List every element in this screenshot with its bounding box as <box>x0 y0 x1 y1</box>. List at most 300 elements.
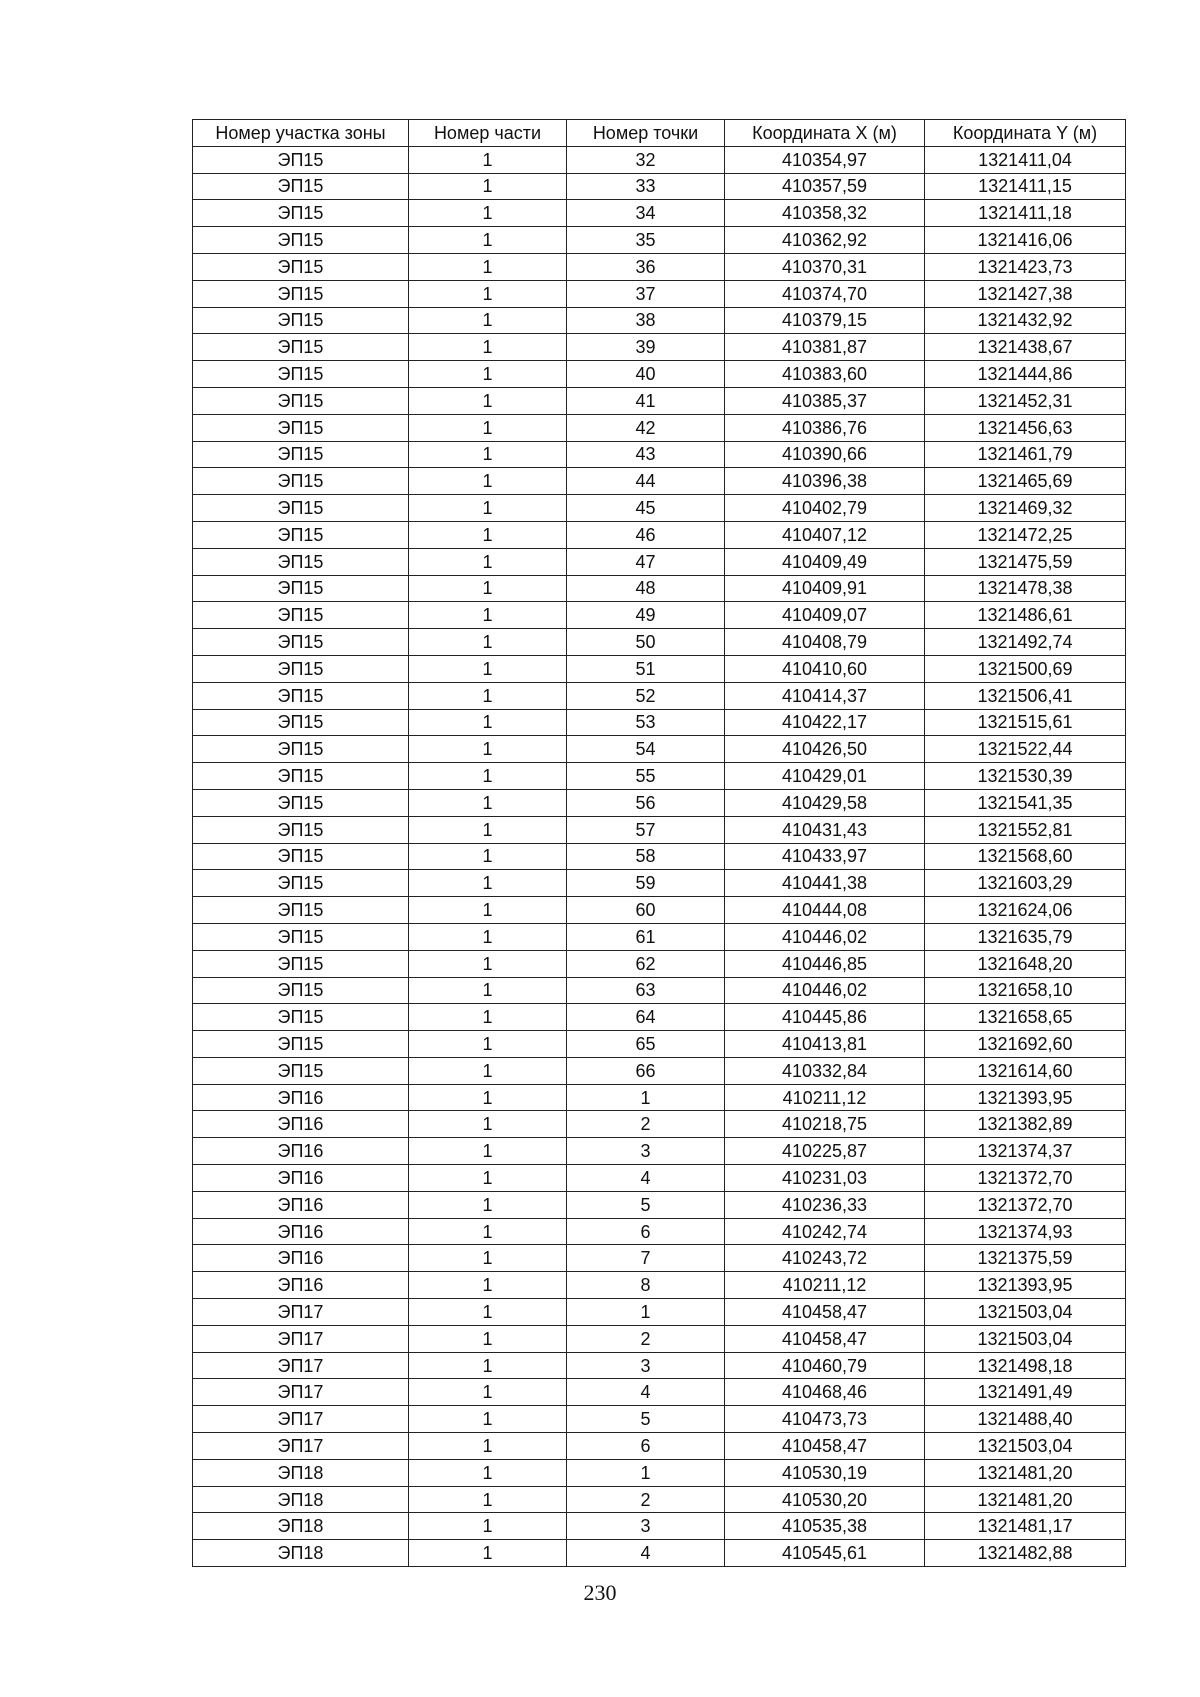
table-row <box>193 897 1126 924</box>
cell-zone-section: ЭП15 <box>193 736 409 763</box>
cell-zone-section: ЭП15 <box>193 253 409 280</box>
cell-coordinate-y: 1321374,37 <box>925 1138 1126 1165</box>
table-row <box>193 575 1126 602</box>
cell-point-number: 44 <box>567 468 725 495</box>
cell-point-number: 43 <box>567 441 725 468</box>
cell-coordinate-x: 410458,47 <box>725 1299 925 1326</box>
cell-zone-section: ЭП15 <box>193 387 409 414</box>
cell-coordinate-x: 410225,87 <box>725 1138 925 1165</box>
cell-zone-section: ЭП15 <box>193 468 409 495</box>
table-row <box>193 682 1126 709</box>
cell-part-number: 1 <box>409 816 567 843</box>
cell-coordinate-x: 410396,38 <box>725 468 925 495</box>
cell-point-number: 50 <box>567 629 725 656</box>
cell-coordinate-x: 410408,79 <box>725 629 925 656</box>
cell-coordinate-y: 1321393,95 <box>925 1272 1126 1299</box>
cell-zone-section: ЭП18 <box>193 1513 409 1540</box>
cell-point-number: 3 <box>567 1513 725 1540</box>
cell-point-number: 63 <box>567 977 725 1004</box>
cell-coordinate-y: 1321614,60 <box>925 1057 1126 1084</box>
cell-coordinate-y: 1321372,70 <box>925 1191 1126 1218</box>
cell-part-number: 1 <box>409 736 567 763</box>
page-number: 230 <box>583 1580 617 1605</box>
table-row <box>193 1218 1126 1245</box>
cell-coordinate-y: 1321486,61 <box>925 602 1126 629</box>
cell-part-number: 1 <box>409 521 567 548</box>
cell-zone-section: ЭП15 <box>193 709 409 736</box>
cell-coordinate-y: 1321438,67 <box>925 334 1126 361</box>
cell-coordinate-x: 410429,01 <box>725 763 925 790</box>
cell-part-number: 1 <box>409 1084 567 1111</box>
table-row <box>193 1459 1126 1486</box>
cell-part-number: 1 <box>409 307 567 334</box>
cell-coordinate-x: 410446,02 <box>725 923 925 950</box>
header-zone-section: Номер участка зоны <box>193 120 409 147</box>
cell-coordinate-x: 410468,46 <box>725 1379 925 1406</box>
cell-coordinate-y: 1321456,63 <box>925 414 1126 441</box>
cell-zone-section: ЭП17 <box>193 1379 409 1406</box>
cell-zone-section: ЭП15 <box>193 1004 409 1031</box>
table-row <box>193 709 1126 736</box>
cell-zone-section: ЭП15 <box>193 789 409 816</box>
table-row <box>193 307 1126 334</box>
cell-part-number: 1 <box>409 682 567 709</box>
table-row <box>193 1406 1126 1433</box>
table-row <box>193 280 1126 307</box>
cell-coordinate-y: 1321530,39 <box>925 763 1126 790</box>
cell-part-number: 1 <box>409 709 567 736</box>
cell-point-number: 5 <box>567 1406 725 1433</box>
cell-coordinate-y: 1321469,32 <box>925 495 1126 522</box>
table-row <box>193 548 1126 575</box>
cell-part-number: 1 <box>409 1004 567 1031</box>
cell-point-number: 41 <box>567 387 725 414</box>
cell-coordinate-x: 410218,75 <box>725 1111 925 1138</box>
cell-part-number: 1 <box>409 146 567 173</box>
cell-coordinate-x: 410211,12 <box>725 1084 925 1111</box>
header-coordinate-x: Координата X (м) <box>725 120 925 147</box>
cell-point-number: 53 <box>567 709 725 736</box>
table-row <box>193 923 1126 950</box>
cell-coordinate-x: 410431,43 <box>725 816 925 843</box>
cell-coordinate-y: 1321427,38 <box>925 280 1126 307</box>
cell-coordinate-y: 1321515,61 <box>925 709 1126 736</box>
cell-coordinate-x: 410530,19 <box>725 1459 925 1486</box>
cell-zone-section: ЭП16 <box>193 1245 409 1272</box>
cell-coordinate-y: 1321482,88 <box>925 1540 1126 1567</box>
cell-zone-section: ЭП15 <box>193 682 409 709</box>
table-row <box>193 361 1126 388</box>
cell-zone-section: ЭП15 <box>193 602 409 629</box>
cell-zone-section: ЭП17 <box>193 1406 409 1433</box>
cell-part-number: 1 <box>409 789 567 816</box>
table-row <box>193 789 1126 816</box>
cell-point-number: 47 <box>567 548 725 575</box>
cell-coordinate-x: 410379,15 <box>725 307 925 334</box>
cell-coordinate-x: 410446,02 <box>725 977 925 1004</box>
cell-coordinate-y: 1321503,04 <box>925 1325 1126 1352</box>
cell-coordinate-y: 1321375,59 <box>925 1245 1126 1272</box>
cell-point-number: 5 <box>567 1191 725 1218</box>
table-row <box>193 816 1126 843</box>
cell-point-number: 55 <box>567 763 725 790</box>
cell-zone-section: ЭП15 <box>193 548 409 575</box>
cell-coordinate-y: 1321500,69 <box>925 655 1126 682</box>
cell-zone-section: ЭП15 <box>193 655 409 682</box>
cell-coordinate-x: 410441,38 <box>725 870 925 897</box>
cell-coordinate-y: 1321503,04 <box>925 1299 1126 1326</box>
cell-point-number: 54 <box>567 736 725 763</box>
cell-zone-section: ЭП15 <box>193 950 409 977</box>
table-row <box>193 495 1126 522</box>
cell-coordinate-y: 1321423,73 <box>925 253 1126 280</box>
cell-coordinate-x: 410458,47 <box>725 1325 925 1352</box>
cell-point-number: 2 <box>567 1325 725 1352</box>
cell-coordinate-y: 1321635,79 <box>925 923 1126 950</box>
table-row <box>193 200 1126 227</box>
cell-coordinate-x: 410357,59 <box>725 173 925 200</box>
cell-coordinate-x: 410409,91 <box>725 575 925 602</box>
cell-part-number: 1 <box>409 1325 567 1352</box>
cell-zone-section: ЭП15 <box>193 897 409 924</box>
cell-coordinate-x: 410445,86 <box>725 1004 925 1031</box>
cell-coordinate-y: 1321452,31 <box>925 387 1126 414</box>
cell-point-number: 1 <box>567 1459 725 1486</box>
table-row <box>193 521 1126 548</box>
cell-part-number: 1 <box>409 1459 567 1486</box>
cell-point-number: 52 <box>567 682 725 709</box>
cell-zone-section: ЭП15 <box>193 1057 409 1084</box>
cell-point-number: 38 <box>567 307 725 334</box>
cell-point-number: 3 <box>567 1138 725 1165</box>
cell-zone-section: ЭП16 <box>193 1165 409 1192</box>
cell-coordinate-y: 1321411,15 <box>925 173 1126 200</box>
table-row <box>193 227 1126 254</box>
cell-coordinate-x: 410381,87 <box>725 334 925 361</box>
cell-point-number: 62 <box>567 950 725 977</box>
cell-coordinate-y: 1321648,20 <box>925 950 1126 977</box>
cell-coordinate-y: 1321568,60 <box>925 843 1126 870</box>
cell-part-number: 1 <box>409 334 567 361</box>
table-row <box>193 1004 1126 1031</box>
table-row <box>193 1272 1126 1299</box>
cell-coordinate-x: 410473,73 <box>725 1406 925 1433</box>
cell-coordinate-x: 410409,07 <box>725 602 925 629</box>
cell-coordinate-y: 1321503,04 <box>925 1433 1126 1460</box>
cell-point-number: 8 <box>567 1272 725 1299</box>
cell-zone-section: ЭП15 <box>193 361 409 388</box>
cell-part-number: 1 <box>409 468 567 495</box>
cell-coordinate-y: 1321372,70 <box>925 1165 1126 1192</box>
cell-coordinate-y: 1321498,18 <box>925 1352 1126 1379</box>
cell-point-number: 46 <box>567 521 725 548</box>
cell-zone-section: ЭП17 <box>193 1299 409 1326</box>
cell-part-number: 1 <box>409 441 567 468</box>
cell-coordinate-y: 1321382,89 <box>925 1111 1126 1138</box>
table-row <box>193 173 1126 200</box>
cell-coordinate-y: 1321461,79 <box>925 441 1126 468</box>
header-part-number: Номер части <box>409 120 567 147</box>
table-row <box>193 414 1126 441</box>
cell-coordinate-x: 410385,37 <box>725 387 925 414</box>
table-row <box>193 1513 1126 1540</box>
cell-point-number: 4 <box>567 1379 725 1406</box>
table-row <box>193 950 1126 977</box>
table-row <box>193 1057 1126 1084</box>
cell-coordinate-y: 1321522,44 <box>925 736 1126 763</box>
cell-point-number: 34 <box>567 200 725 227</box>
table-row <box>193 1540 1126 1567</box>
cell-coordinate-y: 1321692,60 <box>925 1031 1126 1058</box>
cell-point-number: 42 <box>567 414 725 441</box>
cell-coordinate-x: 410386,76 <box>725 414 925 441</box>
cell-point-number: 33 <box>567 173 725 200</box>
cell-coordinate-x: 410370,31 <box>725 253 925 280</box>
table-row <box>193 1138 1126 1165</box>
cell-point-number: 64 <box>567 1004 725 1031</box>
cell-coordinate-x: 410242,74 <box>725 1218 925 1245</box>
cell-point-number: 56 <box>567 789 725 816</box>
table-row <box>193 387 1126 414</box>
cell-point-number: 66 <box>567 1057 725 1084</box>
table-row <box>193 870 1126 897</box>
cell-coordinate-y: 1321624,06 <box>925 897 1126 924</box>
table-row <box>193 468 1126 495</box>
table-row <box>193 1352 1126 1379</box>
cell-zone-section: ЭП17 <box>193 1325 409 1352</box>
cell-zone-section: ЭП16 <box>193 1272 409 1299</box>
cell-coordinate-x: 410409,49 <box>725 548 925 575</box>
cell-part-number: 1 <box>409 361 567 388</box>
cell-point-number: 51 <box>567 655 725 682</box>
cell-zone-section: ЭП15 <box>193 977 409 1004</box>
cell-point-number: 4 <box>567 1540 725 1567</box>
table-row <box>193 146 1126 173</box>
table-row <box>193 1433 1126 1460</box>
cell-zone-section: ЭП15 <box>193 441 409 468</box>
table-row <box>193 1031 1126 1058</box>
cell-part-number: 1 <box>409 1057 567 1084</box>
cell-part-number: 1 <box>409 602 567 629</box>
table-row <box>193 736 1126 763</box>
cell-zone-section: ЭП16 <box>193 1138 409 1165</box>
cell-point-number: 1 <box>567 1299 725 1326</box>
cell-part-number: 1 <box>409 173 567 200</box>
cell-point-number: 49 <box>567 602 725 629</box>
cell-point-number: 6 <box>567 1433 725 1460</box>
cell-part-number: 1 <box>409 200 567 227</box>
cell-part-number: 1 <box>409 1540 567 1567</box>
table-row <box>193 1165 1126 1192</box>
cell-zone-section: ЭП15 <box>193 521 409 548</box>
cell-point-number: 60 <box>567 897 725 924</box>
cell-zone-section: ЭП18 <box>193 1459 409 1486</box>
cell-part-number: 1 <box>409 1513 567 1540</box>
cell-part-number: 1 <box>409 495 567 522</box>
cell-coordinate-y: 1321658,10 <box>925 977 1126 1004</box>
cell-part-number: 1 <box>409 1272 567 1299</box>
cell-part-number: 1 <box>409 1165 567 1192</box>
cell-coordinate-x: 410458,47 <box>725 1433 925 1460</box>
cell-coordinate-x: 410414,37 <box>725 682 925 709</box>
cell-point-number: 48 <box>567 575 725 602</box>
cell-zone-section: ЭП15 <box>193 763 409 790</box>
cell-part-number: 1 <box>409 1406 567 1433</box>
cell-coordinate-x: 410410,60 <box>725 655 925 682</box>
table-row <box>193 1325 1126 1352</box>
cell-part-number: 1 <box>409 1433 567 1460</box>
cell-part-number: 1 <box>409 387 567 414</box>
table-row <box>193 763 1126 790</box>
cell-coordinate-x: 410358,32 <box>725 200 925 227</box>
cell-zone-section: ЭП15 <box>193 146 409 173</box>
cell-coordinate-y: 1321481,20 <box>925 1459 1126 1486</box>
cell-part-number: 1 <box>409 414 567 441</box>
cell-coordinate-y: 1321506,41 <box>925 682 1126 709</box>
cell-zone-section: ЭП18 <box>193 1540 409 1567</box>
cell-part-number: 1 <box>409 1138 567 1165</box>
cell-coordinate-y: 1321603,29 <box>925 870 1126 897</box>
cell-zone-section: ЭП15 <box>193 843 409 870</box>
cell-zone-section: ЭП16 <box>193 1191 409 1218</box>
cell-coordinate-y: 1321481,20 <box>925 1486 1126 1513</box>
cell-coordinate-x: 410429,58 <box>725 789 925 816</box>
cell-coordinate-x: 410236,33 <box>725 1191 925 1218</box>
cell-part-number: 1 <box>409 1191 567 1218</box>
cell-point-number: 59 <box>567 870 725 897</box>
table-row <box>193 253 1126 280</box>
cell-zone-section: ЭП15 <box>193 414 409 441</box>
header-coordinate-y: Координата Y (м) <box>925 120 1126 147</box>
cell-coordinate-x: 410211,12 <box>725 1272 925 1299</box>
cell-part-number: 1 <box>409 548 567 575</box>
cell-coordinate-x: 410422,17 <box>725 709 925 736</box>
cell-point-number: 61 <box>567 923 725 950</box>
cell-point-number: 6 <box>567 1218 725 1245</box>
cell-point-number: 32 <box>567 146 725 173</box>
cell-coordinate-y: 1321492,74 <box>925 629 1126 656</box>
table-row <box>193 977 1126 1004</box>
cell-coordinate-y: 1321552,81 <box>925 816 1126 843</box>
cell-coordinate-y: 1321393,95 <box>925 1084 1126 1111</box>
table-row <box>193 602 1126 629</box>
cell-coordinate-y: 1321481,17 <box>925 1513 1126 1540</box>
cell-zone-section: ЭП17 <box>193 1352 409 1379</box>
cell-coordinate-x: 410545,61 <box>725 1540 925 1567</box>
cell-zone-section: ЭП18 <box>193 1486 409 1513</box>
cell-zone-section: ЭП17 <box>193 1433 409 1460</box>
cell-coordinate-x: 410530,20 <box>725 1486 925 1513</box>
cell-point-number: 4 <box>567 1165 725 1192</box>
cell-coordinate-x: 410433,97 <box>725 843 925 870</box>
cell-point-number: 3 <box>567 1352 725 1379</box>
cell-zone-section: ЭП16 <box>193 1111 409 1138</box>
cell-zone-section: ЭП15 <box>193 200 409 227</box>
cell-part-number: 1 <box>409 1299 567 1326</box>
cell-part-number: 1 <box>409 870 567 897</box>
cell-coordinate-y: 1321411,04 <box>925 146 1126 173</box>
header-point-number: Номер точки <box>567 120 725 147</box>
table-row <box>193 1486 1126 1513</box>
cell-zone-section: ЭП15 <box>193 816 409 843</box>
cell-zone-section: ЭП16 <box>193 1218 409 1245</box>
cell-part-number: 1 <box>409 280 567 307</box>
cell-coordinate-x: 410332,84 <box>725 1057 925 1084</box>
cell-zone-section: ЭП15 <box>193 575 409 602</box>
cell-point-number: 65 <box>567 1031 725 1058</box>
cell-point-number: 35 <box>567 227 725 254</box>
cell-coordinate-y: 1321411,18 <box>925 200 1126 227</box>
cell-point-number: 1 <box>567 1084 725 1111</box>
cell-zone-section: ЭП16 <box>193 1084 409 1111</box>
cell-point-number: 39 <box>567 334 725 361</box>
table-row <box>193 1191 1126 1218</box>
cell-coordinate-x: 410407,12 <box>725 521 925 548</box>
cell-coordinate-x: 410354,97 <box>725 146 925 173</box>
cell-point-number: 58 <box>567 843 725 870</box>
cell-zone-section: ЭП15 <box>193 870 409 897</box>
cell-point-number: 37 <box>567 280 725 307</box>
cell-coordinate-x: 410413,81 <box>725 1031 925 1058</box>
table-row <box>193 655 1126 682</box>
cell-coordinate-x: 410444,08 <box>725 897 925 924</box>
table-body <box>193 146 1126 1566</box>
cell-zone-section: ЭП15 <box>193 495 409 522</box>
cell-part-number: 1 <box>409 1379 567 1406</box>
cell-point-number: 40 <box>567 361 725 388</box>
cell-coordinate-x: 410390,66 <box>725 441 925 468</box>
cell-coordinate-x: 410383,60 <box>725 361 925 388</box>
table-row <box>193 843 1126 870</box>
cell-coordinate-y: 1321444,86 <box>925 361 1126 388</box>
cell-coordinate-x: 410460,79 <box>725 1352 925 1379</box>
cell-coordinate-x: 410446,85 <box>725 950 925 977</box>
table-row <box>193 1299 1126 1326</box>
cell-coordinate-y: 1321478,38 <box>925 575 1126 602</box>
cell-part-number: 1 <box>409 763 567 790</box>
cell-part-number: 1 <box>409 923 567 950</box>
cell-part-number: 1 <box>409 1111 567 1138</box>
cell-zone-section: ЭП15 <box>193 923 409 950</box>
table-row <box>193 441 1126 468</box>
cell-point-number: 2 <box>567 1486 725 1513</box>
cell-part-number: 1 <box>409 977 567 1004</box>
cell-part-number: 1 <box>409 1486 567 1513</box>
cell-coordinate-y: 1321488,40 <box>925 1406 1126 1433</box>
cell-coordinate-x: 410362,92 <box>725 227 925 254</box>
table-row <box>193 1111 1126 1138</box>
cell-part-number: 1 <box>409 1245 567 1272</box>
cell-part-number: 1 <box>409 1031 567 1058</box>
table-header <box>193 120 1126 147</box>
cell-coordinate-x: 410426,50 <box>725 736 925 763</box>
cell-part-number: 1 <box>409 1352 567 1379</box>
table-row <box>193 1379 1126 1406</box>
table-row <box>193 1245 1126 1272</box>
cell-part-number: 1 <box>409 629 567 656</box>
cell-coordinate-x: 410243,72 <box>725 1245 925 1272</box>
cell-coordinate-y: 1321432,92 <box>925 307 1126 334</box>
table-row <box>193 334 1126 361</box>
cell-coordinate-y: 1321374,93 <box>925 1218 1126 1245</box>
cell-point-number: 2 <box>567 1111 725 1138</box>
cell-zone-section: ЭП15 <box>193 173 409 200</box>
cell-part-number: 1 <box>409 575 567 602</box>
cell-point-number: 45 <box>567 495 725 522</box>
cell-zone-section: ЭП15 <box>193 629 409 656</box>
cell-zone-section: ЭП15 <box>193 280 409 307</box>
cell-part-number: 1 <box>409 897 567 924</box>
